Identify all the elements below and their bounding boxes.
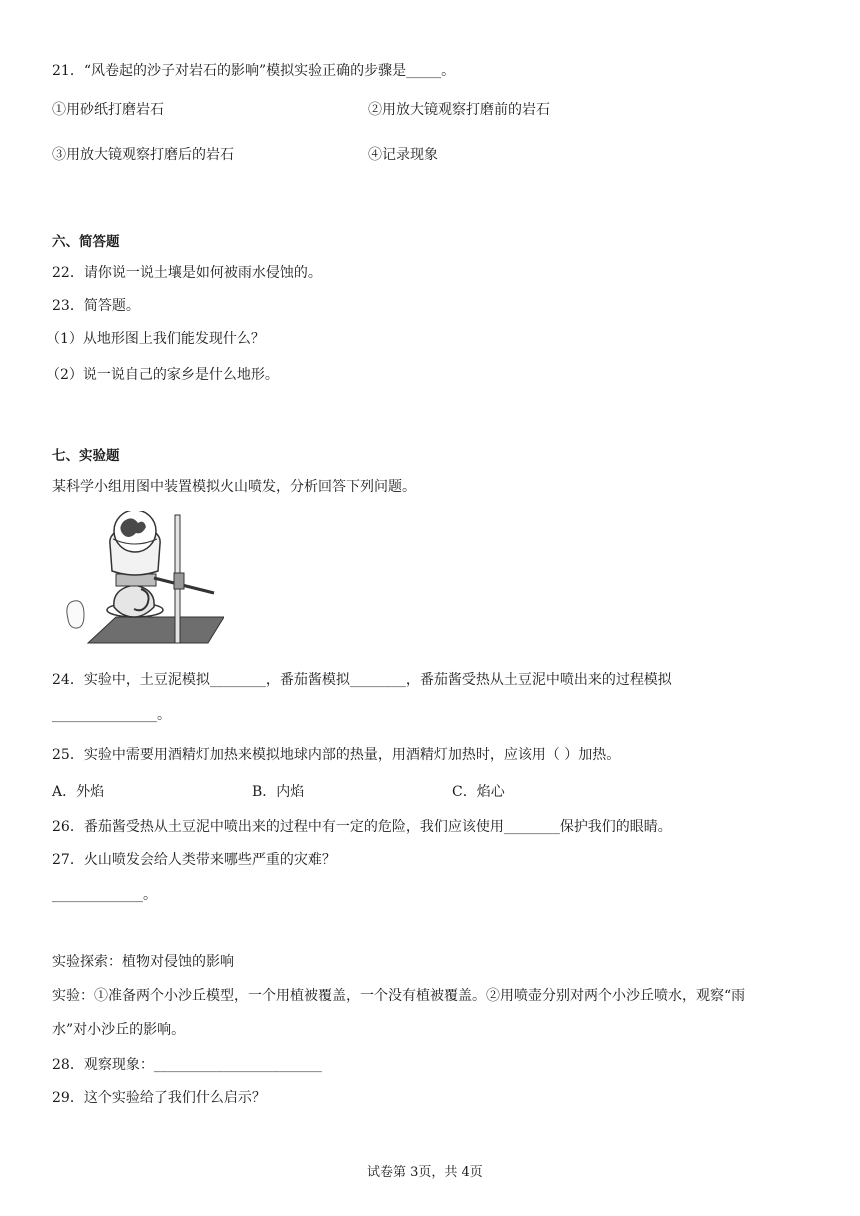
- q23-part-2: （2）说一说自己的家乡是什么地形。: [46, 367, 279, 383]
- q27-text: 27．火山喷发会给人类带来哪些严重的灾难？: [52, 852, 336, 868]
- explore-line-2: 水”对小沙丘的影响。: [52, 1022, 186, 1038]
- experiment-intro: 某科学小组用图中装置模拟火山喷发，分析回答下列问题。: [52, 479, 416, 495]
- page-footer: 试卷第 3页，共 4页: [367, 1165, 483, 1180]
- q26-text: 26．番茄酱受热从土豆泥中喷出来的过程中有一定的危险，我们应该使用________保护我们的眼睛。: [52, 819, 672, 835]
- q21-option-3: ③用放大镜观察打磨后的岩石: [52, 147, 234, 163]
- q24-line-2: _______________。: [52, 707, 171, 723]
- q25-text: 25．实验中需要用酒精灯加热来模拟地球内部的热量，用酒精灯加热时，应该用（ ）加热。: [52, 747, 621, 763]
- q21-option-2: ②用放大镜观察打磨前的岩石: [368, 102, 550, 118]
- q28-text: 28．观察现象：________________________: [52, 1057, 322, 1073]
- q29-text: 29．这个实验给了我们什么启示？: [52, 1090, 266, 1106]
- section-6-heading: 六、简答题: [52, 234, 120, 250]
- section-7-heading: 七、实验题: [52, 448, 120, 464]
- q23-text: 23．简答题。: [52, 298, 140, 314]
- q24-line-1: 24．实验中，土豆泥模拟________，番茄酱模拟________，番茄酱受热从土豆泥中喷出来的过程模拟: [52, 672, 672, 688]
- q23-part-1: （1）从地形图上我们能发现什么？: [46, 331, 265, 347]
- q21-stem: 21．“风卷起的沙子对岩石的影响”模拟实验正确的步骤是_____。: [52, 63, 456, 79]
- q25-option-b: B．内焰: [252, 784, 305, 800]
- explore-title: 实验探索：植物对侵蚀的影响: [52, 954, 234, 970]
- q21-option-1: ①用砂纸打磨岩石: [52, 102, 164, 118]
- volcano-apparatus-figure: [58, 511, 224, 647]
- q25-option-c: C．焰心: [452, 784, 505, 800]
- explore-line-1: 实验：①准备两个小沙丘模型，一个用植被覆盖，一个没有植被覆盖。②用喷壶分别对两个小沙丘喷水，观察“雨: [52, 988, 746, 1004]
- q21-option-4: ④记录现象: [368, 147, 438, 163]
- q27-blank: _____________。: [52, 887, 157, 903]
- q22-text: 22．请你说一说土壤是如何被雨水侵蚀的。: [52, 265, 322, 281]
- q25-option-a: A．外焰: [52, 784, 105, 800]
